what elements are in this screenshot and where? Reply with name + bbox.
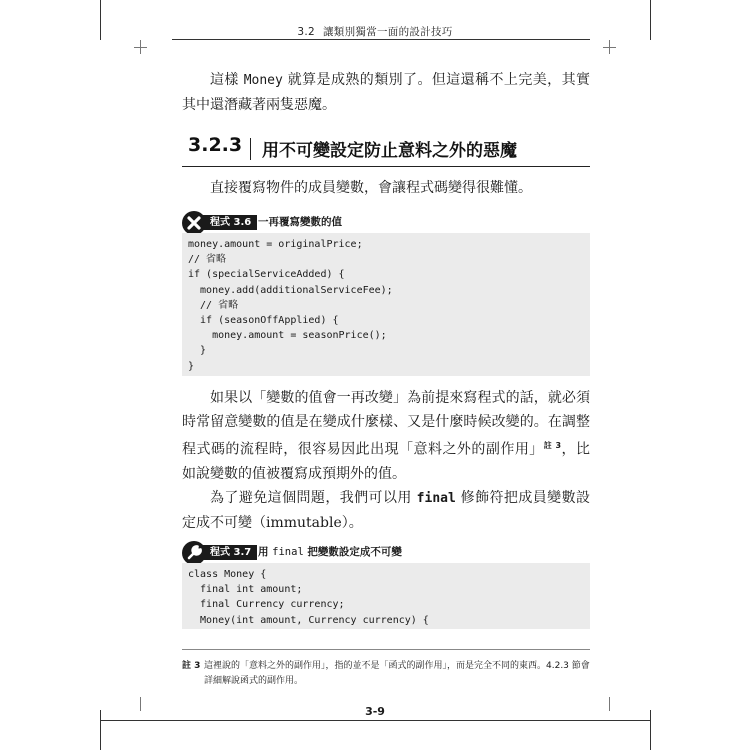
- footnote-label: 註 3: [182, 661, 201, 671]
- code-line: }: [188, 345, 207, 357]
- listing-3-7-caption: [258, 545, 402, 560]
- code-line: money.add(additionalServiceFee);: [188, 284, 393, 296]
- code-line: // 省略: [188, 254, 227, 266]
- footnote: [182, 659, 590, 689]
- listing-3-7-badge: 程式 3.7: [196, 545, 257, 560]
- code-line: }: [188, 360, 195, 372]
- footnote-reference: 註 3: [543, 441, 562, 450]
- listing-3-7-caption-code: final: [272, 546, 304, 558]
- listing-3-6-label: [182, 213, 590, 233]
- listing-3-6-caption: 一再覆寫變數的值: [258, 216, 342, 228]
- paragraph-3-code-final: final: [416, 491, 456, 506]
- section-title: 用不可變設定防止意料之外的惡魔: [262, 141, 517, 161]
- code-line: Money(int amount, Currency currency) {: [188, 614, 429, 626]
- intro-code-money: Money: [243, 73, 283, 88]
- paragraph-3-text-start: 為了避免這個問題，我們可以用: [210, 490, 417, 506]
- code-line: final int amount;: [188, 584, 303, 596]
- code-line: if (seasonOffApplied) {: [188, 315, 339, 327]
- footer-rule: [100, 720, 650, 721]
- code-line: money.amount = originalPrice;: [188, 239, 363, 250]
- listing-3-7-caption-prefix: 用: [258, 546, 273, 558]
- section-divider: [250, 138, 251, 160]
- cross-icon: [182, 211, 206, 235]
- code-line: money.amount = seasonPrice();: [188, 330, 387, 342]
- code-line: final Currency currency;: [188, 599, 345, 611]
- listing-3-7-label: [182, 543, 590, 563]
- running-head-section-number: 3.2: [297, 26, 315, 38]
- listing-3-7-caption-suffix: 把變數設定成不可變: [303, 546, 402, 558]
- listing-3-7-code: [182, 563, 590, 629]
- section-number: 3.2.3: [188, 134, 243, 156]
- running-head-title: 讓類別獨當一面的設計技巧: [323, 26, 453, 38]
- intro-text-end: 就算是成熟的類別了。但這還稱不上完美，其實其中還潛藏著兩隻惡魔。: [182, 72, 591, 113]
- left-registration-mark-h: [134, 47, 147, 48]
- intro-paragraph: [182, 68, 590, 117]
- section-heading: [182, 132, 590, 167]
- lead-paragraph-text: 直接覆寫物件的成員變數，會讓程式碼變得很難懂。: [210, 180, 532, 196]
- paragraph-3-text-end: 修飾符把成員變數設定成不可變（immutable）。: [182, 490, 590, 531]
- footnote-rule: [182, 649, 590, 650]
- code-line: // 省略: [188, 299, 239, 311]
- body-paragraph-side-effects: [182, 386, 590, 486]
- code-line: if (specialServiceAdded) {: [188, 269, 345, 281]
- footnote-text: 這裡說的「意料之外的副作用」，指的並不是「函式的副作用」，而是完全不同的東西。4.2.3 節會詳細解說函式的副作用。: [204, 661, 590, 686]
- header-rule: [172, 39, 590, 40]
- paragraph-2-text: 如果以「變數的值會一再改變」為前提來寫程式的話，就必須時常留意變數的值是在變成什麼樣、又是什麼時候改變的。在調整程式碼的流程時，很容易因此出現「意料之外的副作用」: [182, 390, 590, 458]
- right-registration-mark-h: [603, 47, 616, 48]
- page-number: 3-9: [365, 705, 385, 718]
- running-head: [0, 24, 750, 39]
- wrench-icon: [182, 541, 206, 565]
- lead-paragraph: [182, 176, 590, 200]
- paragraph-2-text-end: ，比如說變數的值被覆寫成預期外的值。: [182, 441, 591, 482]
- listing-3-6-badge: 程式 3.6: [196, 215, 257, 230]
- body-paragraph-final: [182, 486, 590, 535]
- intro-text-start: 這樣: [210, 72, 244, 88]
- code-line: class Money {: [188, 569, 267, 580]
- listing-3-6-code: [182, 233, 590, 376]
